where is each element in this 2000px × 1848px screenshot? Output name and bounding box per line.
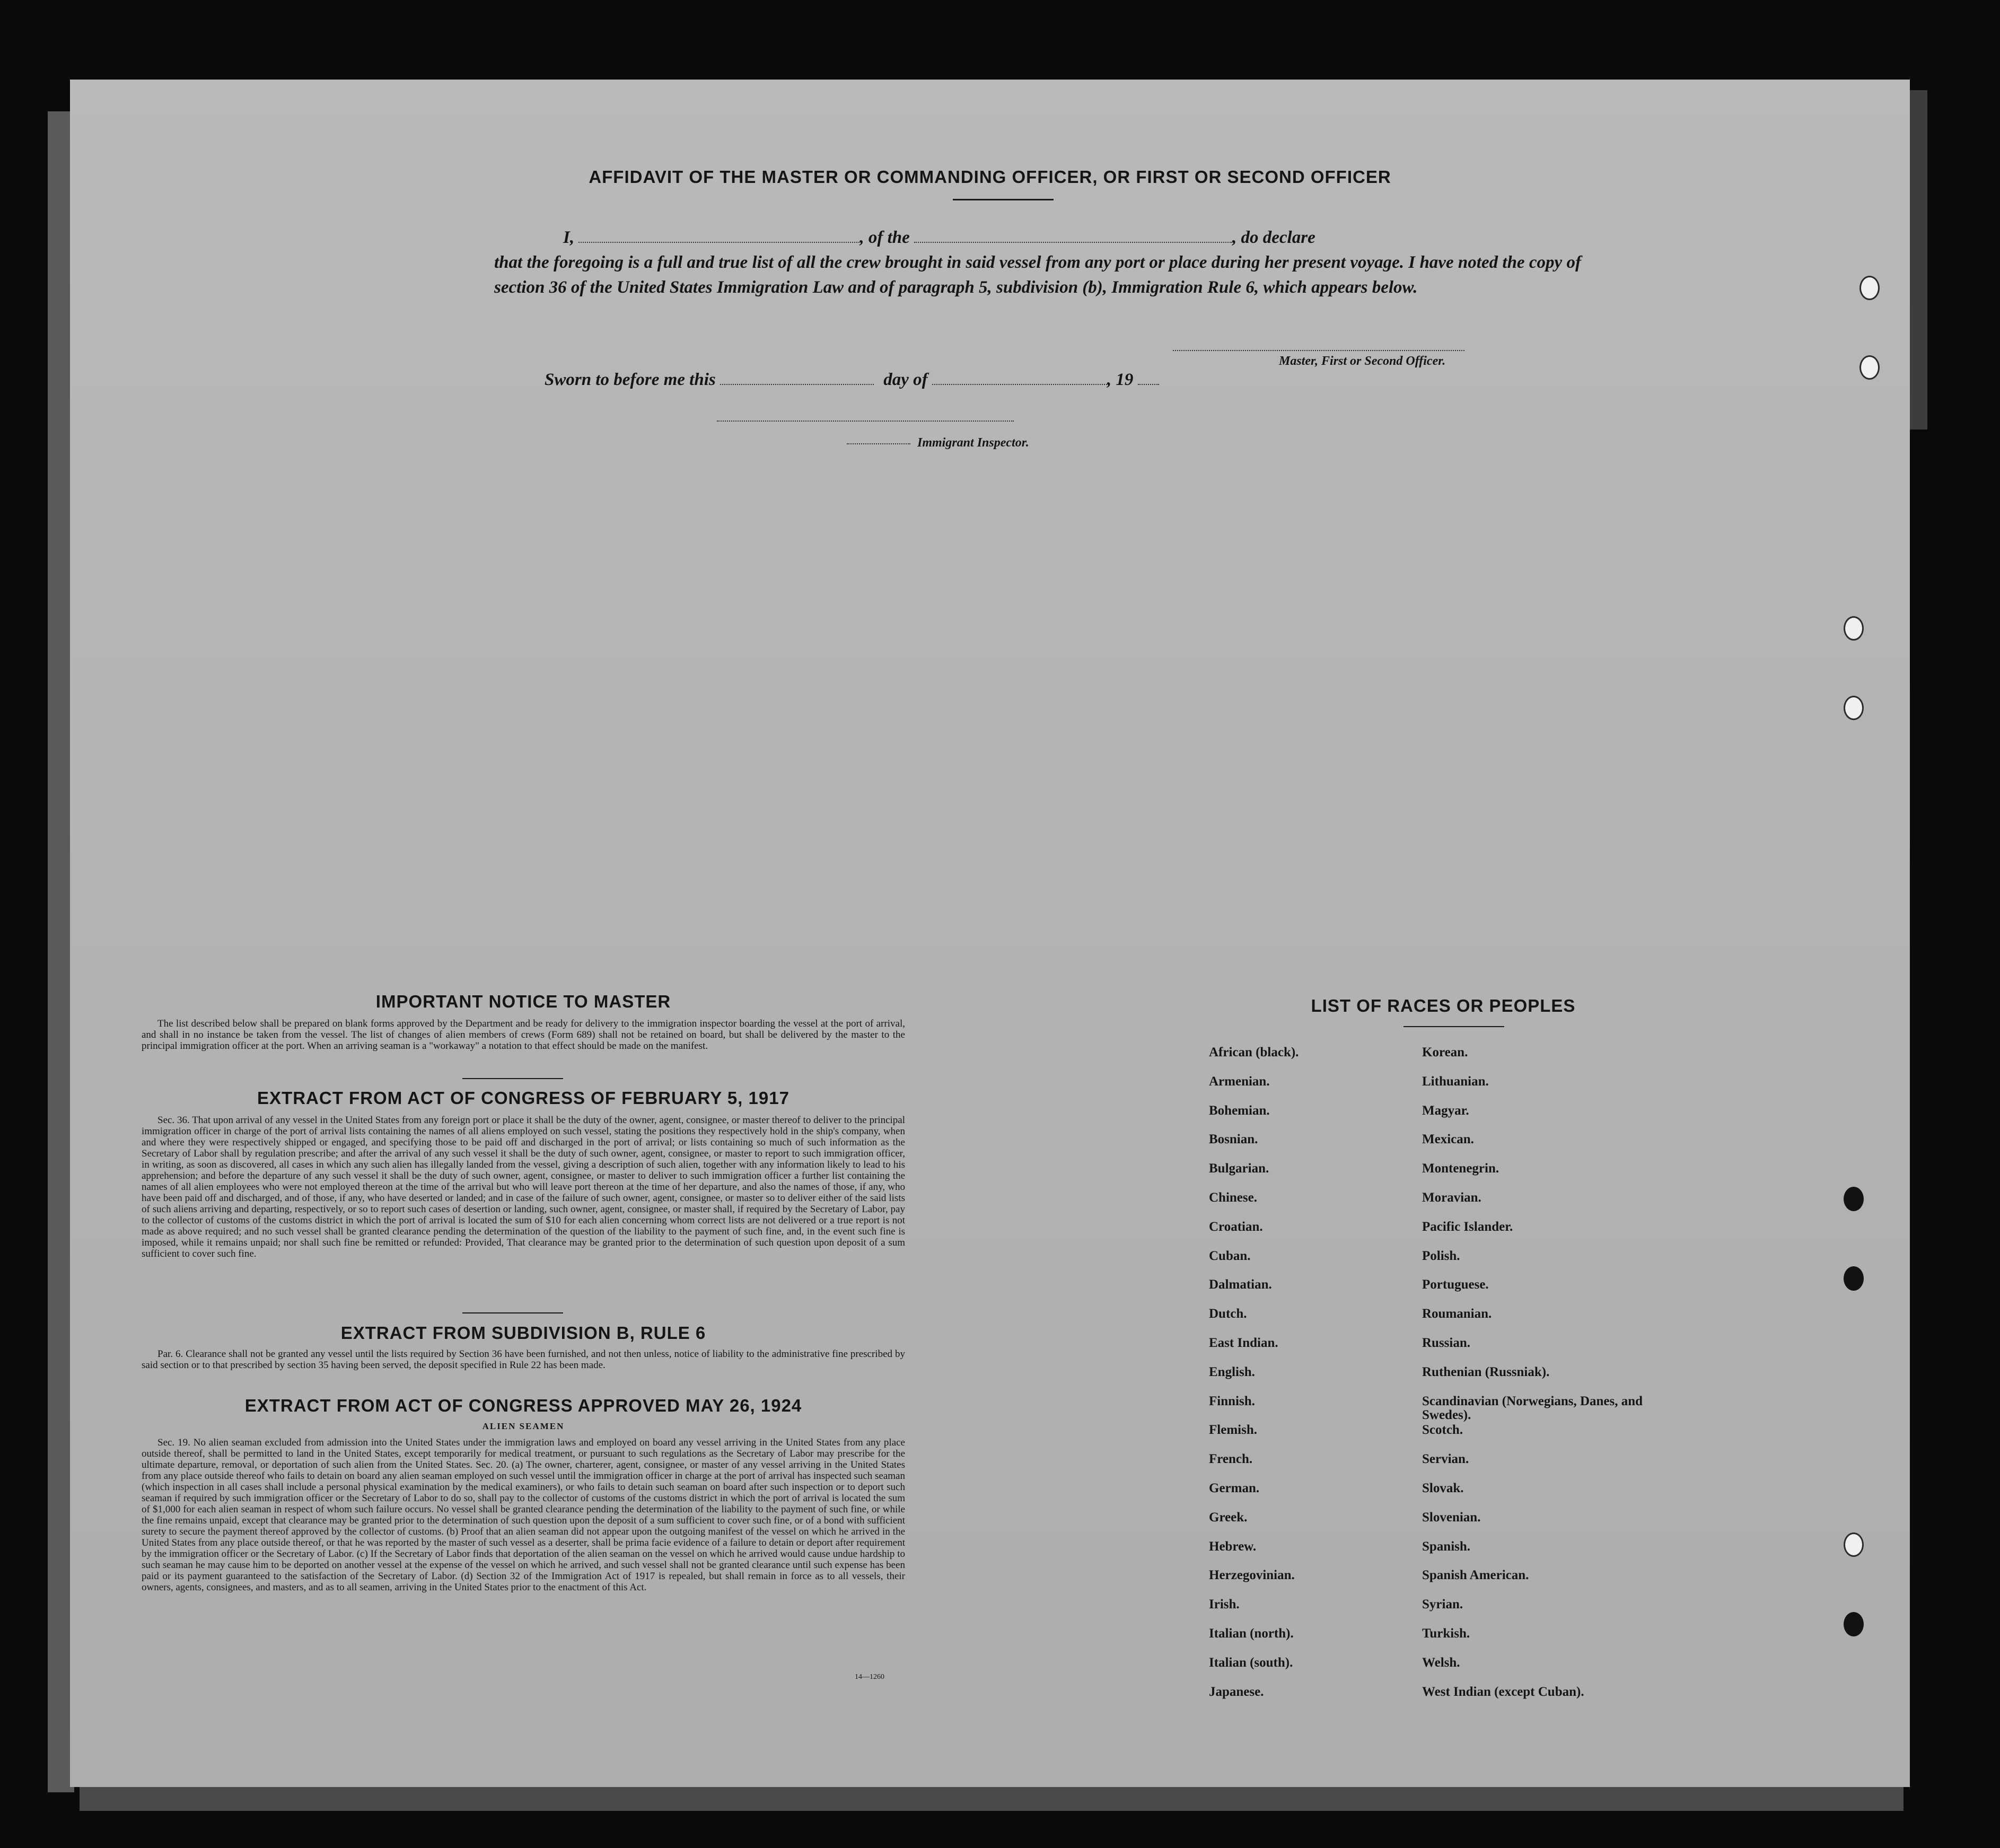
race-item: Magyar. <box>1422 1103 1469 1118</box>
race-item: African (black). <box>1209 1045 1299 1059</box>
affidavit-title: AFFIDAVIT OF THE MASTER OR COMMANDING OFFICER, OR FIRST OR SECOND OFFICER <box>589 167 1391 187</box>
sworn-prefix: Sworn to before me this <box>545 370 716 389</box>
race-item: Croatian. <box>1209 1219 1263 1234</box>
race-item: German. <box>1209 1481 1260 1495</box>
race-item: Spanish American. <box>1422 1568 1529 1583</box>
punch-hole <box>1844 1532 1864 1557</box>
race-item: Servian. <box>1422 1452 1469 1467</box>
notice-title: IMPORTANT NOTICE TO MASTER <box>375 992 671 1011</box>
affidavit-of-the: , of the <box>859 228 910 247</box>
race-item: Dutch. <box>1209 1307 1247 1321</box>
affidavit-body: that the foregoing is a full and true list of all the crew brought in said vessel from any port or place during her present voyage. I have noted the copy of section 36 of the United States Immigration Law and of paragraph 5, subdivision (b), Immigration Rule 6, which appears below. <box>494 253 1581 297</box>
race-item: Scotch. <box>1422 1423 1463 1438</box>
race-item: Pacific Islander. <box>1422 1219 1513 1234</box>
name-blank[interactable] <box>578 229 859 243</box>
race-item: West Indian (except Cuban). <box>1422 1684 1584 1699</box>
sworn-year: , 19 <box>1107 370 1134 389</box>
sworn-day-blank[interactable] <box>720 371 874 385</box>
race-item: Syrian. <box>1422 1597 1463 1612</box>
sworn-line <box>545 370 1159 390</box>
section-rule <box>462 1078 563 1079</box>
race-item: Chinese. <box>1209 1190 1257 1205</box>
race-item: Bohemian. <box>1209 1103 1270 1118</box>
sworn-month-blank[interactable] <box>932 371 1107 385</box>
punch-hole <box>1844 1266 1864 1291</box>
extract-1917-title: EXTRACT FROM ACT OF CONGRESS OF FEBRUARY 5, 1917 <box>257 1088 790 1108</box>
race-item: Ruthenian (Russniak). <box>1422 1364 1550 1379</box>
race-item: Italian (south). <box>1209 1655 1293 1670</box>
race-item: Spanish. <box>1422 1539 1471 1554</box>
race-item: Scandinavian (Norwegians, Danes, and Swedes). <box>1422 1394 1643 1422</box>
race-item: Russian. <box>1422 1336 1471 1350</box>
race-item: Japanese. <box>1209 1684 1264 1699</box>
race-item: English. <box>1209 1364 1255 1379</box>
race-item: Slovak. <box>1422 1481 1464 1495</box>
punch-hole <box>1859 355 1880 380</box>
punch-hole <box>1844 1612 1864 1636</box>
inspector-signature-line[interactable] <box>717 421 1014 422</box>
race-item: Moravian. <box>1422 1190 1481 1205</box>
affidavit-i: I, <box>563 228 575 247</box>
race-item: Korean. <box>1422 1045 1468 1059</box>
extract-rule6-title: EXTRACT FROM SUBDIVISION B, RULE 6 <box>340 1323 706 1343</box>
race-item: Hebrew. <box>1209 1539 1257 1554</box>
sworn-day-of: day of <box>883 370 928 389</box>
race-item: Mexican. <box>1422 1132 1474 1147</box>
inspector-label: Immigrant Inspector. <box>917 436 1029 450</box>
extract-rule6-text: Par. 6. Clearance shall not be granted any vessel until the lists required by Section 36 have been furnished, and not then unless, notice of liability to the administrative fine prescribed by said section or to that prescribed by section 35 having been served, the deposit specified in Rule 22 has been made. <box>142 1348 905 1371</box>
race-item: Flemish. <box>1209 1423 1257 1438</box>
race-item: Slovenian. <box>1422 1510 1481 1525</box>
sworn-year-blank[interactable] <box>1138 371 1159 385</box>
signature-line[interactable] <box>1173 350 1464 351</box>
race-item: Cuban. <box>1209 1248 1251 1263</box>
affidavit-do-declare: , do declare <box>1232 228 1315 247</box>
race-item: East Indian. <box>1209 1336 1278 1350</box>
signature-label: Master, First or Second Officer. <box>1279 354 1446 368</box>
extract-1924-text: Sec. 19. No alien seaman excluded from admission into the United States under the immigration laws and employed on board any vessel arriving in the United States from any place outside thereof, shall be permitted to land in the United States, except temporarily for medical treatment, or pursuant to such regulations as the Secretary of Labor may prescribe for the ultimate departure, removal, or deportation of such alien from the United States. Sec. 20. (a) The owner, charterer, agent, consignee, or master of any vessel arriving in the United States from any place outside thereof who fails to detain on board any alien seaman employed on such vessel until the immigration officer in charge at the port of arrival has inspected such seaman (which inspection in all cases shall include a personal physical examination by the medical examiners), or who fails to detain such seaman on board after such inspection or to deport such seaman if required by such immigration officer or the Secretary of Labor to do so, shall pay to the collector of customs of the customs district in which the port of arrival is located the sum of $1,000 for each alien seaman in respect of whom such failure occurs. No vessel shall be granted clearance pending the determination of the liability to the payment of such fine, or while the fine remains unpaid, except that clearance may be granted prior to the determination of such question upon the deposit of a sum sufficient to cover such fine, or of a bond with sufficient surety to secure the payment thereof approved by the collector of customs. (b) Proof that an alien seaman did not appear upon the outgoing manifest of the vessel on which he arrived in the United States from any place outside thereof, or that he was reported by the master of such vessel as a deserter, shall be prima facie evidence of a failure to detain or deport after requirement by the immigration officer or the Secretary of Labor. (c) If the Secretary of Labor finds that deportation of the alien seaman on the vessel on which he arrived would cause undue hardship to such seaman he may cause him to be deported on another vessel at the expense of the vessel on which he arrived, and such vessel shall not be granted clearance until such expense has been paid or its payment guaranteed to the satisfaction of the Secretary of Labor. (d) Section 32 of the Immigration Act of 1917 is repealed, but shall remain in force as to all vessels, their owners, agents, consignees, and masters, and as to all seamen, arriving in the United States prior to the enactment of this Act. <box>142 1437 905 1593</box>
race-item: Greek. <box>1209 1510 1248 1525</box>
form-page <box>70 80 1910 1787</box>
race-item: Lithuanian. <box>1422 1074 1489 1089</box>
race-item: Bulgarian. <box>1209 1161 1269 1176</box>
punch-hole <box>1859 276 1880 300</box>
extract-1924-title: EXTRACT FROM ACT OF CONGRESS APPROVED MAY 26, 1924 <box>244 1396 802 1415</box>
race-item: Turkish. <box>1422 1626 1470 1641</box>
race-item: Welsh. <box>1422 1655 1460 1670</box>
race-item: Irish. <box>1209 1597 1240 1612</box>
race-item: Bosnian. <box>1209 1132 1258 1147</box>
race-item: Roumanian. <box>1422 1307 1492 1321</box>
race-item: French. <box>1209 1452 1253 1467</box>
race-item: Portuguese. <box>1422 1277 1489 1292</box>
section-rule <box>462 1312 563 1313</box>
race-item: Italian (north). <box>1209 1626 1294 1641</box>
punch-hole <box>1844 696 1864 720</box>
extract-1917-text: Sec. 36. That upon arrival of any vessel in the United States from any foreign port or place it shall be the duty of the owner, agent, consignee, or master thereof to deliver to the principal immigration officer in charge of the port of arrival lists containing the names of all aliens employed on such vessel, stating the positions they respectively hold in the ship's company, when and where they were respectively shipped or engaged, and specifying those to be paid off and discharged in the port of arrival; or lists containing so much of such information as the Secretary of Labor shall by regulation prescribe; and after the arrival of any such vessel it shall be the duty of such owner, agent, consignee, or master to report to such immigration officer, in writing, as soon as discovered, all cases in which any such alien has illegally landed from the vessel, giving a description of such alien, together with any information likely to lead to his apprehension; and before the departure of any such vessel it shall be the duty of such owner, agent, consignee, or master to deliver to such immigration officer a further list containing the names of all alien employees who were not employed thereon at the time of the arrival but who will leave port thereon at the time of her departure, and also the names of those, if any, who have been paid off and discharged, and of those, if any, who have deserted or landed; and in case of the failure of such owner, agent, consignee, or master so to deliver either of the said lists of such aliens arriving and departing, respectively, or so to report such cases of desertion or landing, such owner, agent, consignee, or master shall, if required by the Secretary of Labor, pay to the collector of customs of the customs district in which the port of arrival is located the sum of $10 for each alien concerning whom correct lists are not delivered or a true report is not made as above required; and no such vessel shall be granted clearance pending the determination of the question of the liability to the payment of such fine, and, in the event such fine is imposed, while it remains unpaid; nor shall such fine be remitted or refunded: Provided, That clearance may be granted prior to the determination of such question upon deposit of a sum sufficient to cover such fine. <box>142 1115 905 1259</box>
form-number: 14—1260 <box>855 1673 884 1681</box>
title-rule <box>953 199 1054 200</box>
race-item: Dalmatian. <box>1209 1277 1272 1292</box>
page-stack-edge-bottom <box>80 1787 1903 1811</box>
race-item: Polish. <box>1422 1248 1460 1263</box>
vessel-blank[interactable] <box>914 229 1232 243</box>
punch-hole <box>1844 616 1864 641</box>
affidavit-text <box>494 225 1581 300</box>
race-item: Armenian. <box>1209 1074 1270 1089</box>
races-title: LIST OF RACES OR PEOPLES <box>1311 996 1576 1015</box>
alien-seamen-heading: ALIEN SEAMEN <box>482 1421 565 1431</box>
punch-hole <box>1844 1187 1864 1211</box>
inspector-short-line <box>847 443 910 444</box>
race-item: Finnish. <box>1209 1394 1255 1408</box>
notice-text: The list described below shall be prepared on blank forms approved by the Department and be ready for delivery to the immigration inspector boarding the vessel at the port of arrival, and shall in no instance be taken from the vessel. The list of changes of alien members of crews (Form 689) shall not be retained on board, but shall be delivered by the master to the principal immigration officer at the port. When an arriving seaman is a "workaway" a notation to that effect should be made on the manifest. <box>142 1018 905 1052</box>
race-item: Herzegovinian. <box>1209 1568 1295 1583</box>
races-title-rule <box>1403 1026 1504 1027</box>
race-item: Montenegrin. <box>1422 1161 1499 1176</box>
